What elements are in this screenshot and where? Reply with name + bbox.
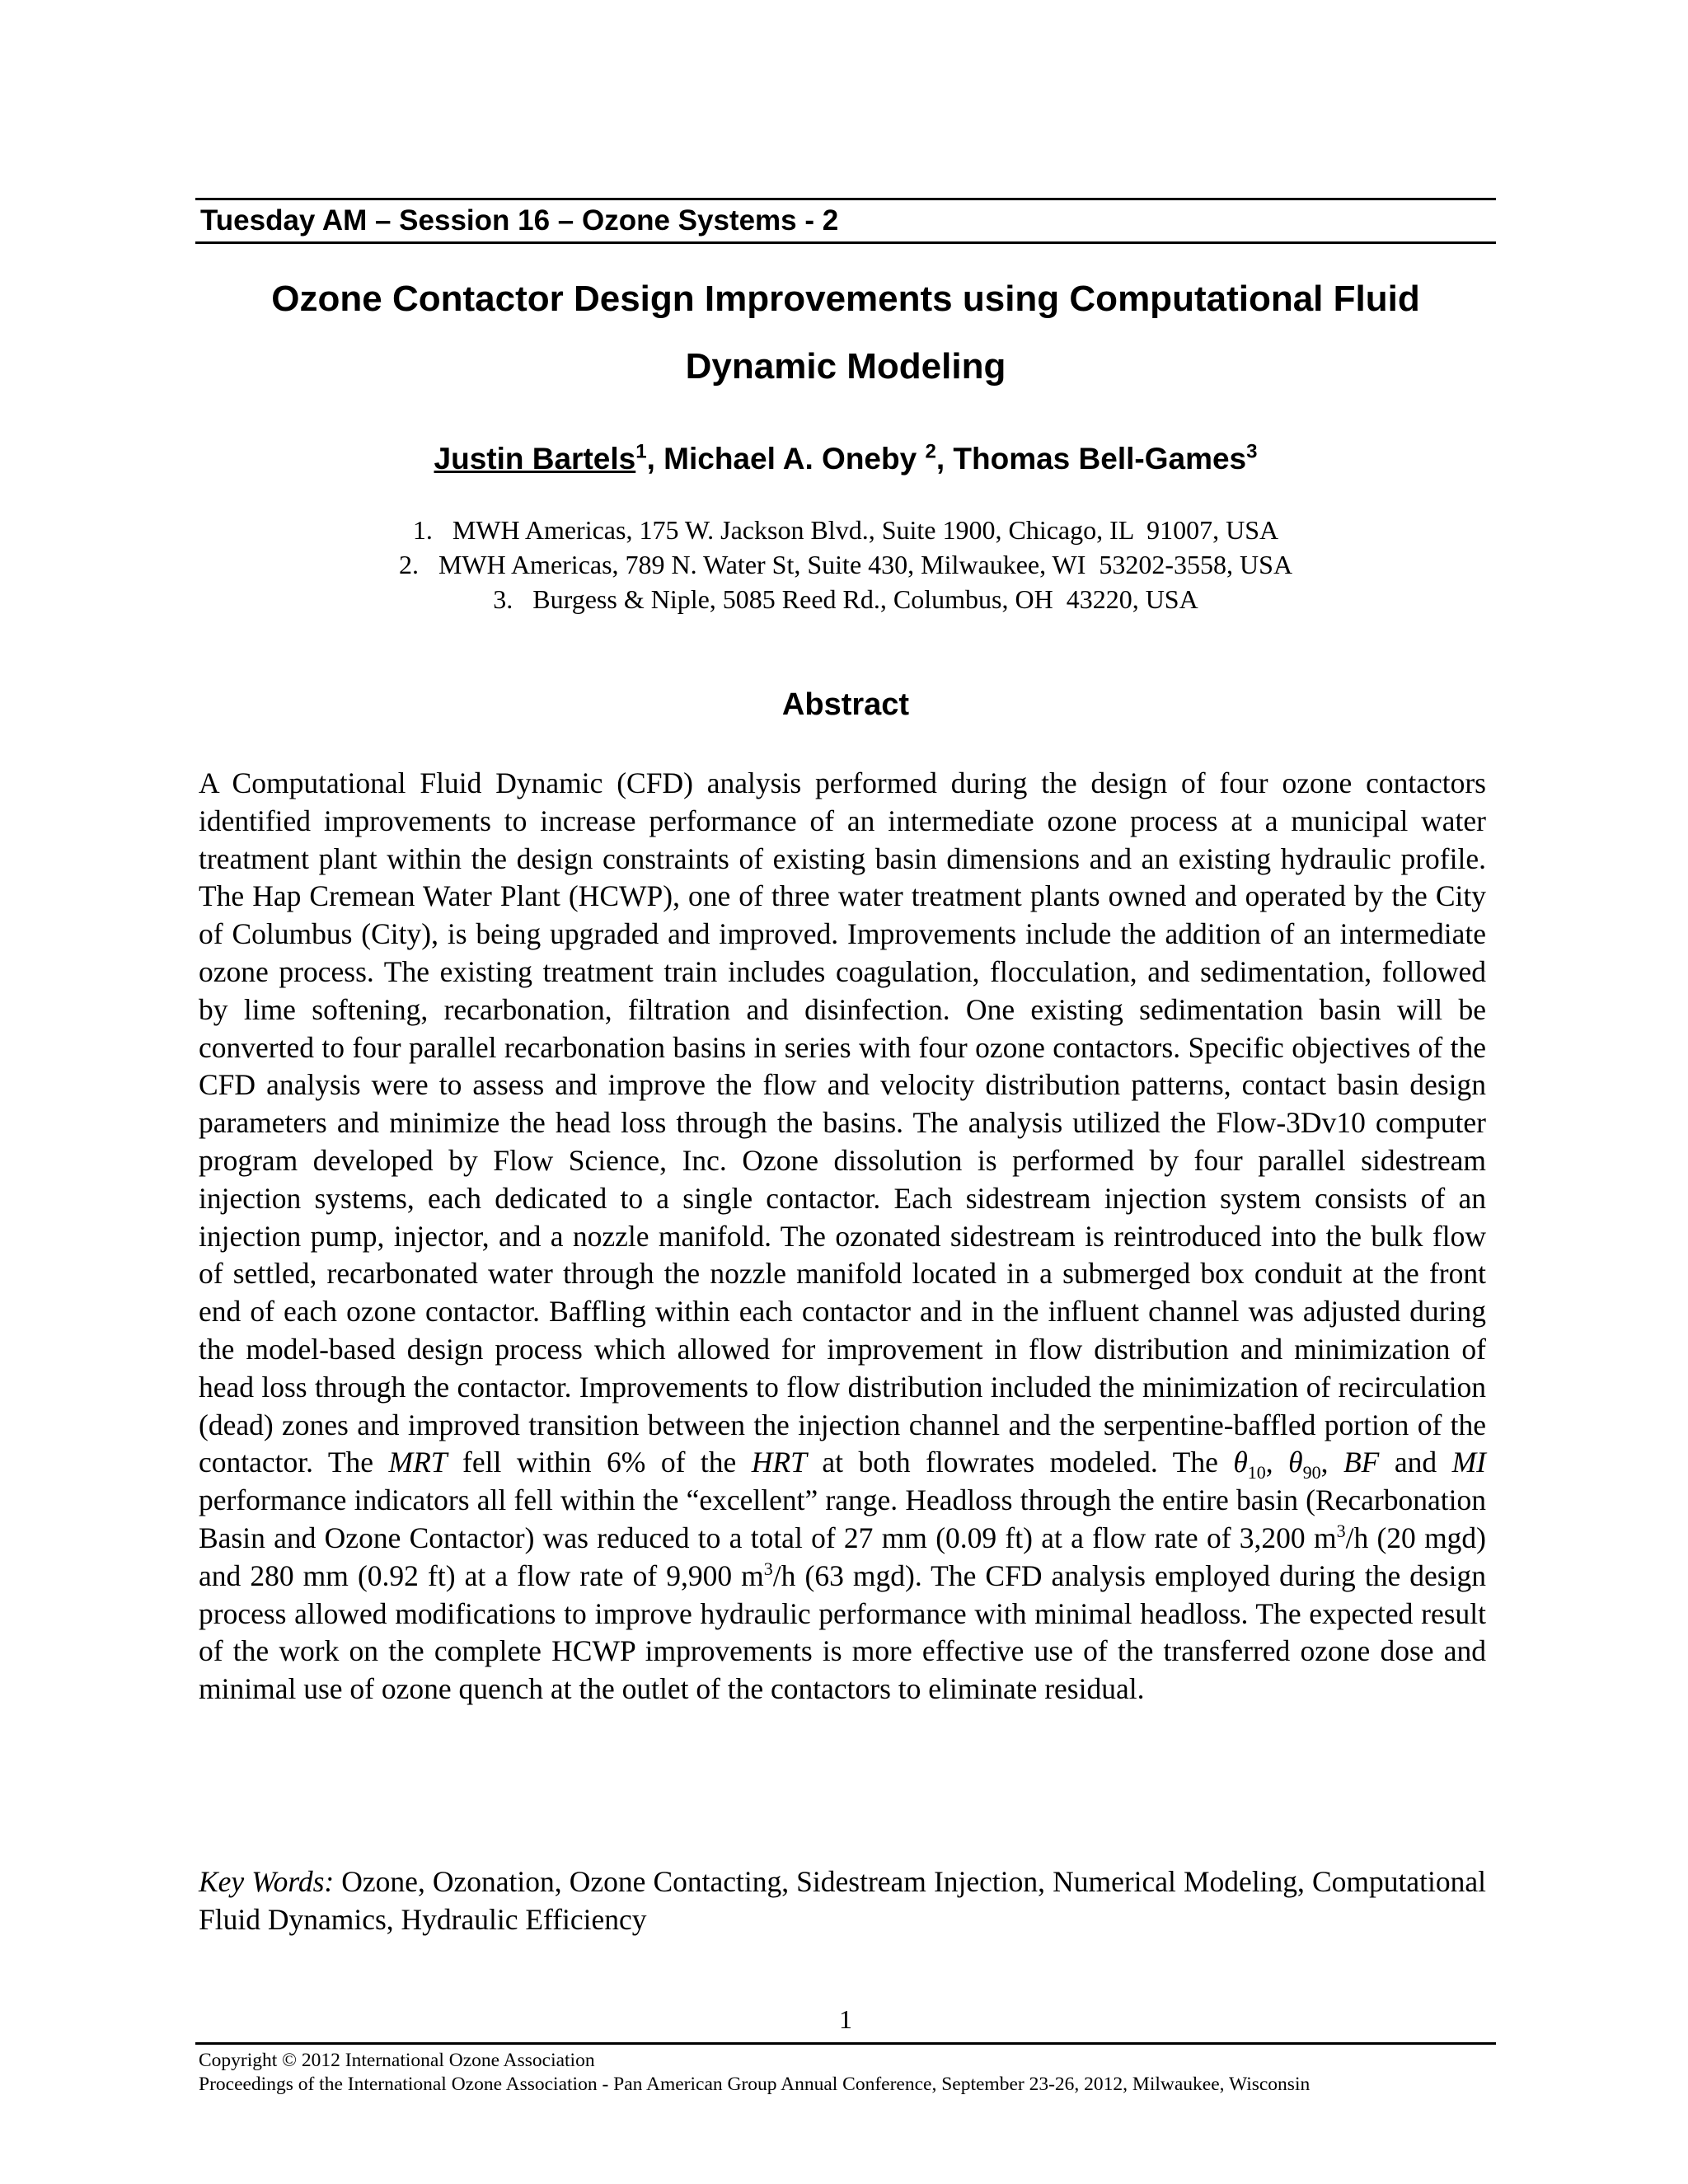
- author-name-3: Thomas Bell-Games: [953, 442, 1247, 476]
- footer: [199, 2049, 1496, 2097]
- abstract-theta-10: θ: [1233, 1446, 1248, 1479]
- author-name-2: Michael A. Oneby: [663, 442, 926, 476]
- session-header: [195, 198, 1496, 244]
- abstract-mi: MI: [1451, 1446, 1487, 1479]
- footer-proceedings: Proceedings of the International Ozone Association - Pan American Group Annual Conference, September 23-26, 2012, Milwaukee, Wisconsin: [199, 2074, 1311, 2095]
- title-line-1: Ozone Contactor Design Improvements using Computational Fluid: [271, 279, 1420, 319]
- author-sup-1: 1: [635, 440, 647, 463]
- abstract-bf: BF: [1343, 1446, 1380, 1479]
- abstract-text-4: performance indicators all fell within the “excellent” range. Headloss through the entire basin (Recarbonation Basin and Ozone Contactor) was reduced to a total of 27 mm (0.09 ft) at a flow rate of 3,200 m: [199, 1483, 1486, 1554]
- abstract-sub-10: 10: [1247, 1462, 1266, 1483]
- title-line-2: Dynamic Modeling: [685, 346, 1006, 387]
- keywords-text: Ozone, Ozonation, Ozone Contacting, Sidestream Injection, Numerical Modeling, Computational Fluid Dynamics, Hydraulic Efficiency: [199, 1865, 1486, 1936]
- abstract-body: [199, 765, 1486, 1708]
- abstract-hrt: HRT: [751, 1446, 807, 1479]
- footer-divider: [195, 2042, 1496, 2045]
- author-sep-1: ,: [646, 442, 664, 476]
- abstract-sup-2: 3: [763, 1558, 773, 1579]
- affiliation-1: 1. MWH Americas, 175 W. Jackson Blvd., Suite 1900, Chicago, IL 91007, USA: [412, 515, 1279, 545]
- paper-title: [195, 265, 1496, 401]
- abstract-text-6: /h (63 mgd). The CFD analysis employed during the design process allowed modifications to improve hydraulic performance with minimal headloss. The expected result of the work on the complete HCWP improvements is more effective use of the transferred ozone dose and minimal use of ozone quench at the outlet of the contactors to eliminate residual.: [199, 1558, 1486, 1706]
- keywords: [199, 1863, 1486, 1938]
- session-label: Tuesday AM – Session 16 – Ozone Systems - 2: [200, 204, 839, 237]
- affiliation-2: 2. MWH Americas, 789 N. Water St, Suite 430, Milwaukee, WI 53202-3558, USA: [398, 550, 1293, 579]
- affiliation-list: [195, 513, 1496, 616]
- author-sup-3: 3: [1246, 440, 1258, 463]
- footer-copyright: Copyright © 2012 International Ozone Association: [199, 2050, 595, 2071]
- abstract-sub-90: 90: [1302, 1462, 1321, 1483]
- abstract-text-1: A Computational Fluid Dynamic (CFD) analysis performed during the design of four ozone contactors identified improvements to increase performance of an intermediate ozone process at a municipal water treatment plant within the design constraints of existing basin dimensions and an existing hydraulic profile. The Hap Cremean Water Plant (HCWP), one of three water treatment plants owned and operated by the City of Columbus (City), is being upgraded and improved. Improvements include the addition of an intermediate ozone process. The existing treatment train includes coagulation, flocculation, and sedimentation, followed by lime softening, recarbonation, filtration and disinfection. One existing sedimentation basin will be converted to four parallel recarbonation basins in series with four ozone contactors. Specific objectives of the CFD analysis were to assess and improve the flow and velocity distribution patterns, contact basin design parameters and minimize the head loss through the basins. The analysis utilized the Flow-3Dv10 computer program developed by Flow Science, Inc. Ozone dissolution is performed by four parallel sidestream injection systems, each dedicated to a single contactor. Each sidestream injection system consists of an injection pump, injector, and a nozzle manifold. The ozonated sidestream is reintroduced into the bulk flow of settled, recarbonated water through the nozzle manifold located in a submerged box conduit at the front end of each ozone contactor. Baffling within each contactor and in the influent channel was adjusted during the model-based design process which allowed for improvement in flow distribution and minimization of head loss through the contactor. Improvements to flow distribution included the minimization of recirculation (dead) zones and improved transition between the injection channel and the serpentine-baffled portion of the contactor. The: [199, 766, 1486, 1479]
- abstract-comma-2: ,: [1320, 1446, 1343, 1479]
- abstract-text-2: fell within 6% of the: [447, 1446, 752, 1479]
- abstract-heading: Abstract: [781, 687, 910, 722]
- author-sup-2: 2: [925, 440, 936, 463]
- abstract-text-3: at both flowrates modeled. The: [806, 1446, 1234, 1479]
- keywords-label: Key Words:: [199, 1865, 335, 1898]
- author-sep-2: ,: [935, 442, 954, 476]
- abstract-mrt: MRT: [388, 1446, 448, 1479]
- abstract-sup-1: 3: [1336, 1521, 1346, 1542]
- abstract-comma-1: ,: [1265, 1446, 1289, 1479]
- author-list: [195, 438, 1496, 480]
- author-name-1: Justin Bartels: [434, 442, 636, 476]
- abstract-and: and: [1379, 1446, 1452, 1479]
- abstract-text-5: /h (20 mgd) and 280 mm (0.92 ft) at a flow rate of 9,900 m: [199, 1521, 1486, 1592]
- affiliation-3: 3. Burgess & Niple, 5085 Reed Rd., Columbus, OH 43220, USA: [493, 584, 1198, 614]
- abstract-theta-90: θ: [1288, 1446, 1303, 1479]
- page-number: 1: [839, 2004, 852, 2034]
